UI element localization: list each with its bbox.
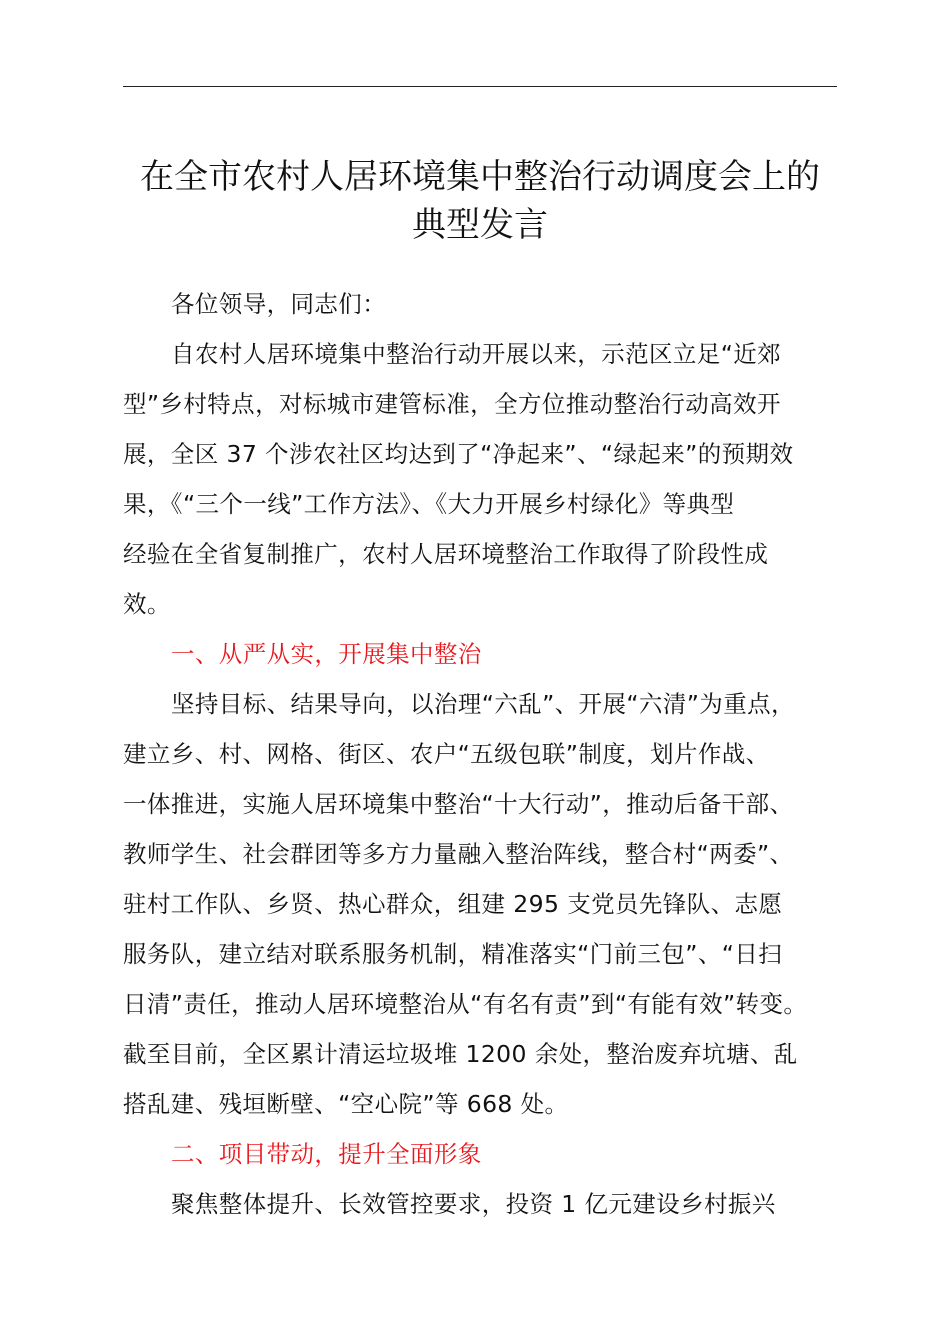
document-title-line-2: 典型发言: [412, 205, 548, 245]
section-1-line: 服务队，建立结对联系服务机制，精准落实“门前三包”、“日扫: [123, 940, 783, 968]
section-1-heading: 一、从严从实，开展集中整治: [171, 640, 482, 668]
section-1-line: 截至目前，全区累计清运垃圾堆 1200 余处，整治废弃坑塘、乱: [123, 1040, 798, 1068]
intro-line: 自农村人居环境集中整治行动开展以来，示范区立足“近郊: [171, 340, 782, 368]
section-1-line: 教师学生、社会群团等多方力量融入整治阵线，整合村“两委”、: [123, 840, 794, 868]
section-1-line: 驻村工作队、乡贤、热心群众，组建 295 支党员先锋队、志愿: [123, 890, 783, 918]
intro-line: 果，《“三个一线”工作方法》、《大力开展乡村绿化》等典型: [123, 490, 735, 518]
salutation: 各位领导，同志们：: [171, 290, 387, 318]
section-1-line: 日清”责任，推动人居环境整治从“有名有责”到“有能有效”转变。: [123, 990, 808, 1018]
section-1-line: 一体推进，实施人居环境集中整治“十大行动”，推动后备干部、: [123, 790, 794, 818]
section-2-line: 聚焦整体提升、长效管控要求，投资 1 亿元建设乡村振兴: [171, 1190, 776, 1218]
header-rule: [123, 86, 837, 87]
section-2-heading: 二、项目带动，提升全面形象: [171, 1140, 482, 1168]
intro-line: 型”乡村特点，对标城市建管标准，全方位推动整治行动高效开: [123, 390, 781, 418]
document-title-line-1: 在全市农村人居环境集中整治行动调度会上的: [140, 157, 820, 197]
section-1-line: 建立乡、村、网格、街区、农户“五级包联”制度，划片作战、: [123, 740, 770, 768]
intro-line: 展，全区 37 个涉农社区均达到了“净起来”、“绿起来”的预期效: [123, 440, 794, 468]
intro-line: 经验在全省复制推广，农村人居环境整治工作取得了阶段性成: [123, 540, 769, 568]
document-body: [123, 279, 845, 1229]
section-1-line: 坚持目标、结果导向，以治理“六乱”、开展“六清”为重点，: [171, 690, 795, 718]
section-1-line: 搭乱建、残垣断壁、“空心院”等 668 处。: [123, 1090, 569, 1118]
intro-line: 效。: [123, 590, 171, 618]
